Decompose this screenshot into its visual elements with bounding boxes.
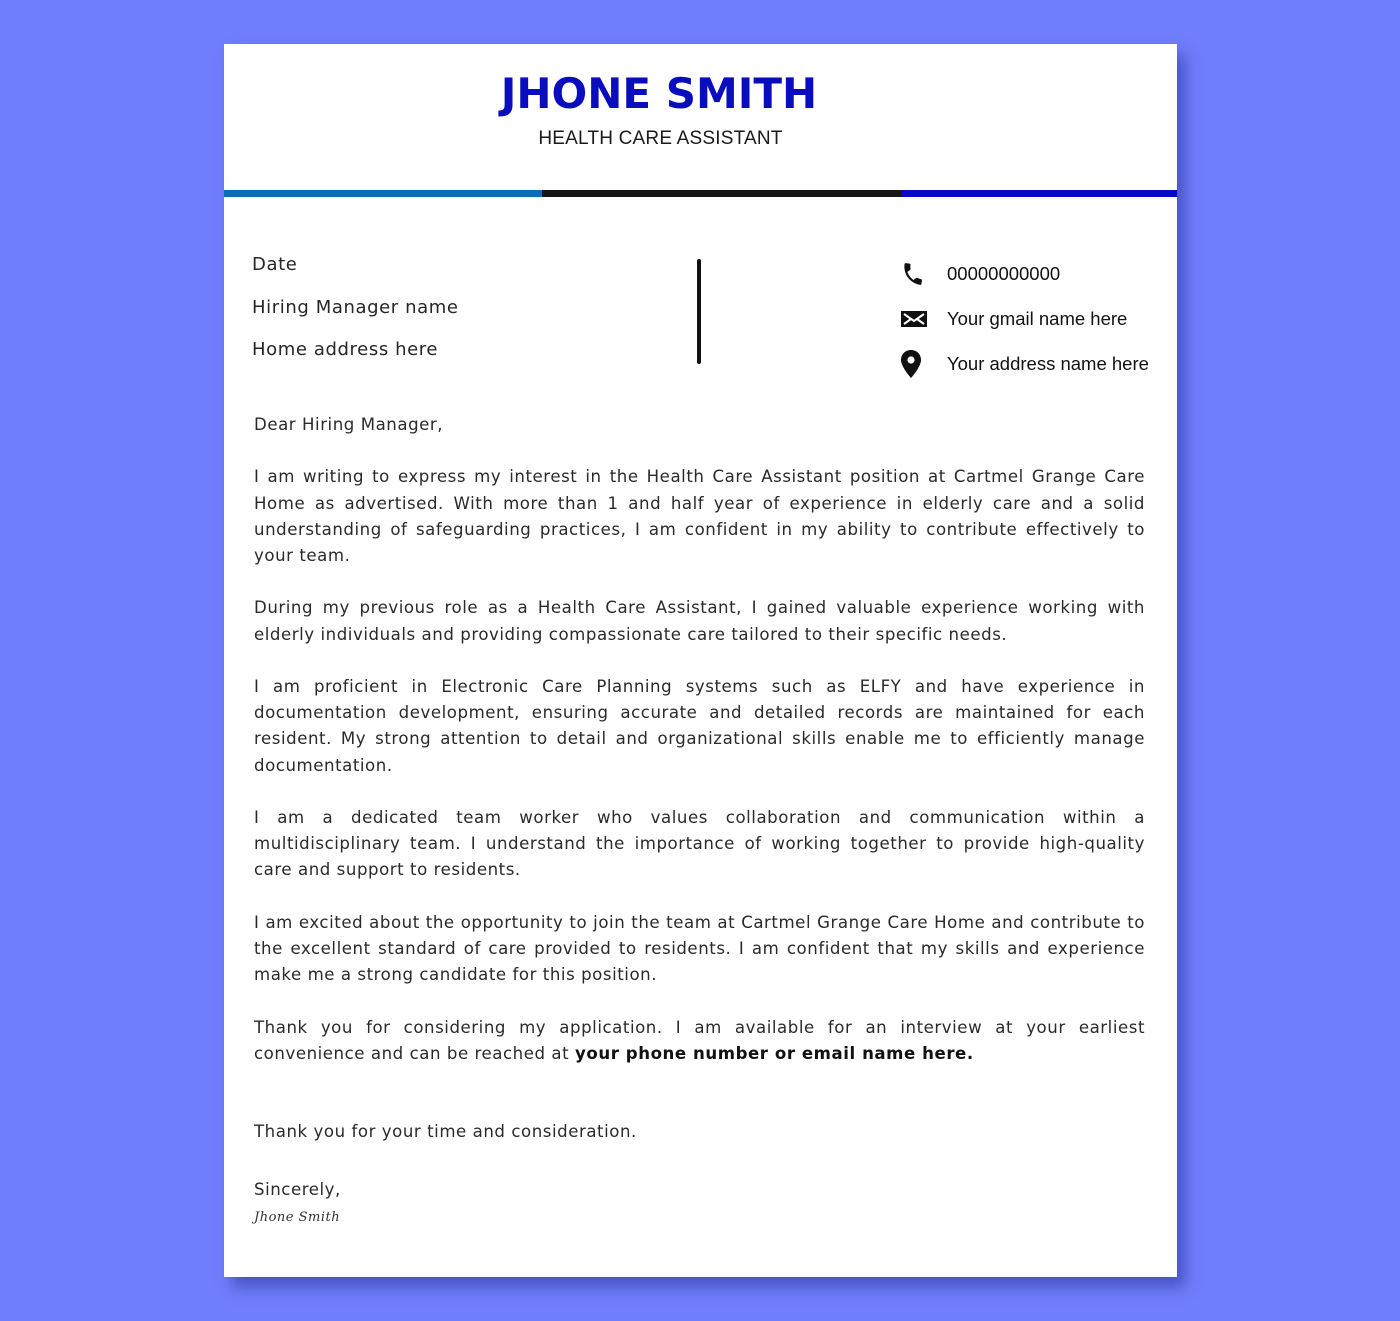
recipient-block <box>252 252 459 380</box>
paragraph-experience: During my previous role as a Health Care Assistant, I gained valuable experience working with elderly individuals and providing compassionate care tailored to their specific needs. <box>254 598 1145 644</box>
contact-block <box>900 251 1149 386</box>
paragraph-teamwork: I am a dedicated team worker who values collaboration and communication within a multidisciplinary team. I understand the importance of working together to provide high-quality care and support to residents. <box>254 807 1145 880</box>
header-stripe-middle <box>542 190 902 197</box>
paragraph-skills: I am proficient in Electronic Care Planning systems such as ELFY and have experience in documentation development, ensuring accurate and detailed records are maintained for each resident. My strong attention to detail and organizational skills enable me to efficiently manage documentation. <box>254 676 1145 775</box>
salutation: Dear Hiring Manager, <box>254 415 444 434</box>
phone-icon <box>900 259 930 289</box>
contact-address <box>900 341 1149 386</box>
vertical-divider <box>697 259 701 364</box>
contact-placeholder: your phone number or email name here. <box>575 1043 974 1063</box>
applicant-job-title: HEALTH CARE ASSISTANT <box>538 128 783 149</box>
date-line: Date <box>252 254 298 275</box>
paragraph-availability <box>254 1015 1145 1067</box>
hiring-manager-line: Hiring Manager name <box>252 296 459 318</box>
paragraph-intro: I am writing to express my interest in the Health Care Assistant position at Cartmel Grange Care Home as advertised. With more than 1 and half year of experience in elderly care and a solid understanding of safeguarding practices, I am confident in my ability to contribute effectively to your team. <box>254 467 1145 565</box>
contact-email <box>900 296 1149 341</box>
header-stripe-right <box>902 190 1177 197</box>
availability-text: Thank you for considering my application. I am available for an interview at your earliest convenience and can be reached at <box>254 1017 1145 1063</box>
letter-body <box>254 412 1145 1232</box>
signature: Jhone Smith <box>254 1210 341 1226</box>
header-stripe-left <box>224 190 544 197</box>
thanks-line: Thank you for your time and consideration. <box>254 1121 637 1141</box>
cover-letter-page <box>224 44 1177 1277</box>
email-address: Your gmail name here <box>947 307 1128 329</box>
home-address-line: Home address here <box>252 339 439 360</box>
paragraph-motivation: I am excited about the opportunity to join the team at Cartmel Grange Care Home and contribute to the excellent standard of care provided to residents. I am confident that my skills and experience make me a strong candidate for this position. <box>254 912 1145 985</box>
applicant-name: JHONE SMITH <box>500 69 818 118</box>
location-pin-icon <box>900 349 930 379</box>
mailing-address: Your address name here <box>947 352 1149 374</box>
closing-line: Sincerely, <box>254 1180 341 1200</box>
phone-number: 00000000000 <box>947 262 1061 284</box>
contact-phone <box>900 251 1149 296</box>
envelope-icon <box>900 304 930 334</box>
